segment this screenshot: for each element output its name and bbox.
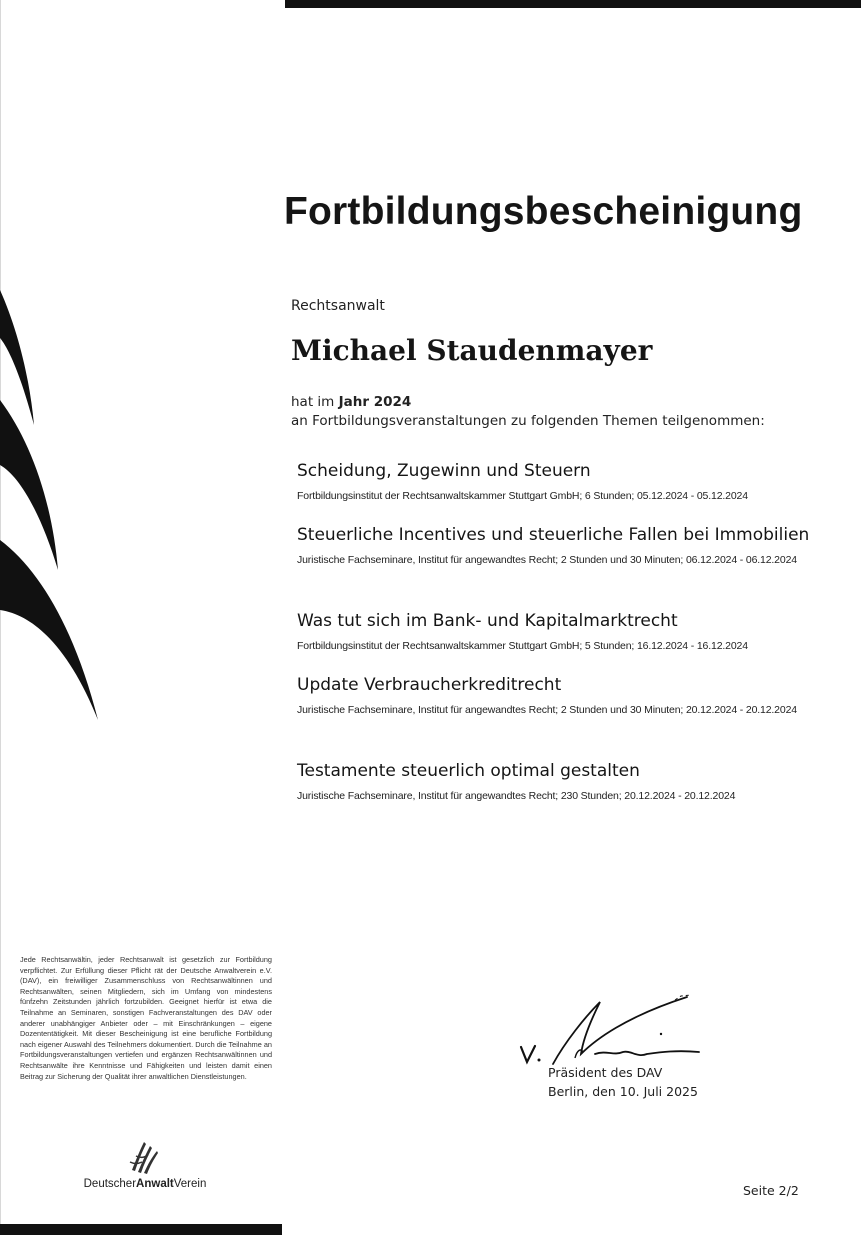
course-details: Fortbildungsinstitut der Rechtsanwaltskammer Stuttgart GmbH; 6 Stunden; 05.12.2024 - 05.12.2024 <box>297 490 748 502</box>
handwritten-signature <box>515 992 705 1072</box>
year-prefix: hat im <box>291 394 335 410</box>
decorative-swoosh-graphic <box>0 270 110 740</box>
course-title: Update Verbraucherkreditrecht <box>297 675 562 695</box>
course-details: Juristische Fachseminare, Institut für angewandtes Recht; 230 Stunden; 20.12.2024 - 20.12.2024 <box>297 790 736 802</box>
course-item <box>297 461 807 506</box>
course-title: Steuerliche Incentives und steuerliche Fallen bei Immobilien <box>297 525 810 545</box>
course-details: Juristische Fachseminare, Institut für angewandtes Recht; 2 Stunden und 30 Minuten; 20.12.2024 - 20.12.2024 <box>297 704 797 716</box>
dav-logo-icon <box>128 1140 162 1174</box>
intro-text: an Fortbildungsveranstaltungen zu folgenden Themen teilgenommen: <box>291 413 765 429</box>
top-black-bar <box>285 0 861 8</box>
signature-role: Präsident des DAV <box>548 1065 663 1080</box>
participant-name: Michael Staudenmayer <box>291 334 653 367</box>
course-details: Juristische Fachseminare, Institut für angewandtes Recht; 2 Stunden und 30 Minuten; 06.12.2024 - 06.12.2024 <box>297 554 797 566</box>
course-title: Testamente steuerlich optimal gestalten <box>297 761 640 781</box>
course-title: Scheidung, Zugewinn und Steuern <box>297 461 591 481</box>
document-title: Fortbildungsbescheinigung <box>284 190 803 233</box>
dav-logo <box>80 1140 210 1190</box>
page-number: Seite 2/2 <box>743 1183 799 1198</box>
legal-notice: Jede Rechtsanwältin, jeder Rechtsanwalt ist gesetzlich zur Fortbildung verpflichtet. Zur Erfüllung dieser Pflicht rät der Deutsche Anwaltverein e.V. (DAV), ein freiwilliger Zusammenschluss von Rechtsanwältinnen und Rechtsanwälten, seinen Mitgliedern, sich im Umfang von mindestens fünfzehn Zeitstunden jährlich fortzubilden. Geeignet hierfür ist etwa die Teilnahme an Seminaren, sonstigen Fachveranstaltungen des DAV oder anderer unabhängiger Anbieter oder – mit Einschränkungen – eigene Dozententätigkeit. Mit dieser Bescheinigung ist eine berufliche Fortbildung nach eigener Auswahl des Teilnehmers dokumentiert. Durch die Teilnahme an Fortbildungsveranstaltungen vertiefen und ergänzen Rechtsanwältinnen und Rechtsanwälte ihre Kenntnisse und Fähigkeiten und leisten damit einen Beitrag zur Sicherung der Qualität ihrer anwaltlichen Dienstleistungen. <box>20 955 272 1081</box>
salutation: Rechtsanwalt <box>291 298 385 314</box>
course-title: Was tut sich im Bank- und Kapitalmarktrecht <box>297 611 678 631</box>
course-details: Fortbildungsinstitut der Rechtsanwaltskammer Stuttgart GmbH; 5 Stunden; 16.12.2024 - 16.12.2024 <box>297 640 748 652</box>
year-label: Jahr 2024 <box>338 394 412 410</box>
signature-place-date: Berlin, den 10. Juli 2025 <box>548 1084 698 1099</box>
course-item <box>297 761 807 806</box>
course-item <box>297 675 807 720</box>
dav-logo-text: DeutscherAnwaltVerein <box>83 1178 207 1190</box>
course-item <box>297 525 810 570</box>
course-item <box>297 611 807 656</box>
bottom-black-bar <box>0 1224 282 1235</box>
year-line <box>291 394 411 410</box>
